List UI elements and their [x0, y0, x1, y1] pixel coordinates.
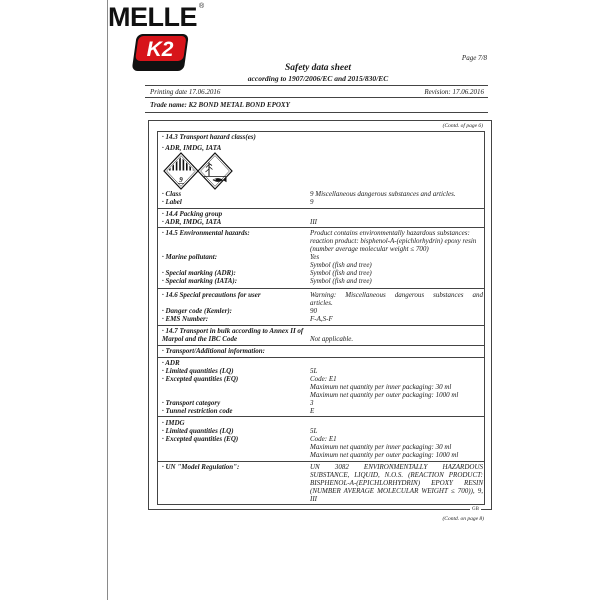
pictogram-set — [163, 152, 233, 190]
special-marking-iata-value: Symbol (fish and tree) — [310, 277, 372, 285]
section-heading: · Transport/Additional information: — [162, 347, 266, 355]
class-9-hazard-icon — [164, 153, 198, 189]
special-marking-iata-label: · Special marking (IATA): — [162, 277, 238, 285]
value-line: Code: E1 — [310, 435, 337, 443]
transport-modes: · ADR, IMDG, IATA — [162, 144, 222, 152]
limited-quantities-label: · Limited quantities (LQ) — [162, 367, 234, 375]
environmental-hazards-label: · 14.5 Environmental hazards: — [162, 229, 250, 237]
section-heading: · IMDG — [162, 419, 185, 427]
transport-category-value: 3 — [310, 399, 314, 407]
label-row — [158, 198, 484, 206]
bulk-transport-label — [158, 327, 310, 343]
transport-category-label: · Transport category — [162, 399, 221, 407]
revision-date: Revision: 17.06.2016 — [424, 88, 484, 96]
value-line: UN 3082 ENVIRONMENTALLY HAZARDOUS — [310, 463, 483, 471]
registered-mark: ® — [199, 3, 205, 10]
country-code: GB — [472, 507, 479, 512]
value-line: Code: E1 — [310, 375, 337, 383]
un-model-regulation-row — [158, 463, 484, 503]
special-precautions-label: · 14.6 Special precautions for user — [162, 291, 261, 299]
value-line: Maximum net quantity per inner packaging: 30 ml — [310, 443, 452, 451]
hazard-pictograms — [158, 152, 484, 190]
ems-number-value: F-A,S-F — [310, 315, 333, 323]
value-line: Yes — [310, 253, 320, 261]
un-model-regulation-label: · UN "Model Regulation": — [162, 463, 240, 471]
tunnel-restriction-row — [158, 407, 484, 415]
value-line: Maximum net quantity per inner packaging: 30 ml — [310, 383, 452, 391]
section-14-5 — [158, 227, 484, 288]
special-marking-adr-label: · Special marking (ADR): — [162, 269, 236, 277]
continued-from-note: (Contd. of page 6) — [442, 123, 483, 129]
excepted-quantities-row — [158, 375, 484, 399]
packing-group-row — [158, 218, 484, 226]
section-14-4 — [158, 208, 484, 227]
bulk-transport-row — [158, 327, 484, 343]
tunnel-restriction-label: · Tunnel restriction code — [162, 407, 233, 415]
label-line: · 14.7 Transport in bulk according to Annex II of — [162, 327, 304, 335]
ems-number-label: · EMS Number: — [162, 315, 209, 323]
limited-quantities-label: · Limited quantities (LQ) — [162, 427, 234, 435]
label-label: · Label — [162, 198, 182, 206]
un-model-regulation-value — [310, 463, 483, 503]
value-line: reaction product: bisphenol-A-(epichlorhydrin) epoxy resin — [310, 237, 477, 245]
section-heading: · 14.4 Packing group — [162, 210, 223, 218]
value-line: (number average molecular weight ≤ 700) — [310, 245, 429, 253]
value-line: BISPHENOL-A-(EPICHLORHYDRIN) EPOXY RESIN — [310, 479, 483, 487]
transport-info-table — [157, 131, 485, 505]
page-left-edge — [107, 0, 108, 600]
section-additional-info — [158, 345, 484, 357]
ems-number-row — [158, 315, 484, 323]
excepted-quantities-value — [310, 375, 483, 399]
limited-quantities-value: 5L — [310, 427, 318, 435]
page-number: Page 7/8 — [461, 54, 487, 62]
value-line: articles. — [310, 299, 333, 307]
document-subtitle: according to 1907/2006/EC and 2015/830/EC — [247, 74, 389, 83]
class-label: · Class — [162, 190, 182, 198]
danger-code-value: 90 — [310, 307, 317, 315]
value-line: III — [310, 495, 317, 503]
danger-code-row — [158, 307, 484, 315]
marine-pollutant-label: · Marine pollutant: — [162, 253, 218, 261]
trade-name-rule — [145, 112, 488, 113]
special-marking-adr-row — [158, 269, 484, 277]
value-line: Product contains environmentally hazardous substances: — [310, 229, 470, 237]
value-line: Maximum net quantity per outer packaging: 1000 ml — [310, 451, 459, 459]
section-heading: · 14.3 Transport hazard class(es) — [162, 133, 256, 141]
label-line: Marpol and the IBC Code — [162, 335, 238, 343]
transport-category-row — [158, 399, 484, 407]
excepted-quantities-row — [158, 435, 484, 459]
limited-quantities-value: 5L — [310, 367, 318, 375]
limited-quantities-row — [158, 427, 484, 435]
k2-logo-text: K2 — [146, 38, 174, 61]
continued-to-note: (Contd. on page 8) — [442, 516, 484, 522]
value-line: (NUMBER AVERAGE MOLECULAR WEIGHT ≤ 700)), 9, — [310, 487, 483, 495]
section-adr — [158, 357, 484, 416]
excepted-quantities-value — [310, 435, 483, 459]
trade-name: Trade name: K2 BOND METAL BOND EPOXY — [150, 101, 290, 109]
limited-quantities-row — [158, 367, 484, 375]
document-title: Safety data sheet — [285, 63, 351, 73]
special-precautions-row — [158, 291, 484, 307]
excepted-quantities-label: · Excepted quantities (EQ) — [162, 375, 239, 383]
environmental-hazards-row — [158, 229, 484, 253]
printing-date: Printing date 17.06.2016 — [150, 88, 221, 96]
class-number: 9 — [179, 176, 183, 184]
tunnel-restriction-value: E — [310, 407, 315, 415]
section-14-3 — [158, 131, 484, 208]
environment-hazard-icon — [198, 153, 232, 189]
special-marking-adr-value: Symbol (fish and tree) — [310, 269, 372, 277]
label-value: 9 — [310, 198, 314, 206]
section-heading: · ADR — [162, 359, 180, 367]
excepted-quantities-label: · Excepted quantities (EQ) — [162, 435, 239, 443]
section-imdg — [158, 416, 484, 461]
marine-pollutant-row — [158, 253, 484, 269]
value-line: Maximum net quantity per outer packaging: 1000 ml — [310, 391, 459, 399]
special-precautions-value — [310, 291, 483, 307]
packing-group-label: · ADR, IMDG, IATA — [162, 218, 222, 226]
date-rule — [145, 97, 488, 98]
marine-pollutant-value — [310, 253, 483, 269]
header-rule — [145, 85, 488, 86]
melle-logo: MELLE — [108, 2, 197, 32]
section-14-7 — [158, 325, 484, 345]
special-marking-iata-row — [158, 277, 484, 285]
value-line: Warning: Miscellaneous dangerous substances and — [310, 291, 483, 299]
environmental-hazards-value — [310, 229, 483, 253]
value-line: Symbol (fish and tree) — [310, 261, 372, 269]
section-un-model-regulation — [158, 461, 484, 505]
value-line: SUBSTANCE, LIQUID, N.O.S. (REACTION PRODUCT: — [310, 471, 483, 479]
bulk-transport-value: Not applicable. — [310, 335, 354, 343]
class-row — [158, 190, 484, 198]
section-14-6 — [158, 288, 484, 325]
class-value: 9 Miscellaneous dangerous substances and articles. — [310, 190, 456, 198]
danger-code-label: · Danger code (Kemler): — [162, 307, 232, 315]
packing-group-value: III — [310, 218, 317, 226]
